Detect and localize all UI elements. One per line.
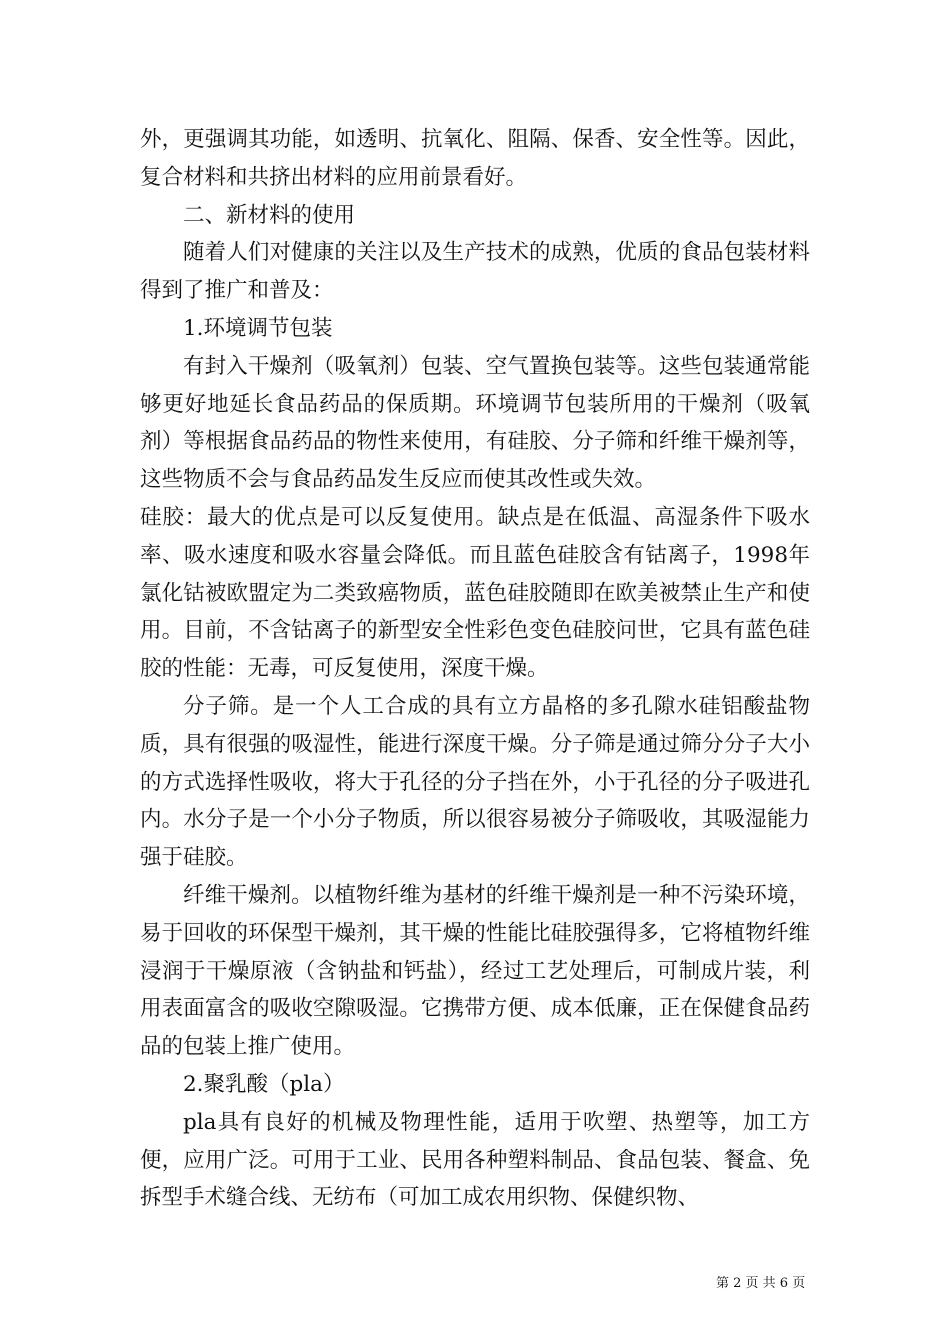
- paragraph-desiccant-packaging: 有封入干燥剂（吸氧剂）包装、空气置换包装等。这些包装通常能够更好地延长食品药品的保质期。环境调节包装所用的干燥剂（吸氧剂）等根据食品药品的物性来使用，有硅胶、分子筛和纤维干燥剂等，这些物质不会与食品药品发生反应而使其改性或失效。: [140, 353, 810, 493]
- paragraph-materials-intro: 随着人们对健康的关注以及生产技术的成熟，优质的食品包装材料得到了推广和普及：: [140, 240, 810, 304]
- subheading-environment-packaging: 1.环境调节包装: [183, 315, 333, 341]
- section-heading-new-materials: 二、新材料的使用: [183, 202, 356, 228]
- paragraph-silica-gel: 硅胶：最大的优点是可以反复使用。缺点是在低温、高湿条件下吸水率、吸水速度和吸水容量会降低。而且蓝色硅胶含有钴离子，1998年氯化钴被欧盟定为二类致癌物质，蓝色硅胶随即在欧美被禁止生产和使用。目前，不含钴离子的新型安全性彩色变色硅胶问世，它具有蓝色硅胶的性能：无毒，可反复使用，深度干燥。: [140, 504, 810, 682]
- paragraph-intro-continuation: 外，更强调其功能，如透明、抗氧化、阻隔、保香、安全性等。因此，复合材料和共挤出材料的应用前景看好。: [140, 127, 810, 190]
- document-body: [140, 121, 810, 1217]
- paragraph-pla-properties: pla具有良好的机械及物理性能，适用于吹塑、热塑等，加工方便，应用广泛。可用于工业、民用各种塑料制品、食品包装、餐盒、免拆型手术缝合线、无纺布（可加工成农用织物、保健织物、: [140, 1109, 810, 1211]
- paragraph-molecular-sieve: 分子筛。是一个人工合成的具有立方晶格的多孔隙水硅铝酸盐物质，具有很强的吸湿性，能进行深度干燥。分子筛是通过筛分分子大小的方式选择性吸收，将大于孔径的分子挡在外，小于孔径的分子吸进孔内。水分子是一个小分子物质，所以很容易被分子筛吸收，其吸湿能力强于硅胶。: [140, 693, 810, 871]
- page-number-footer: 第 2 页 共 6 页: [716, 1276, 806, 1291]
- paragraph-fiber-desiccant: 纤维干燥剂。以植物纤维为基材的纤维干燥剂是一种不污染环境，易于回收的环保型干燥剂，其干燥的性能比硅胶强得多，它将植物纤维浸润于干燥原液（含钠盐和钙盐），经过工艺处理后，可制成片装，利用表面富含的吸收空隙吸湿。它携带方便、成本低廉，正在保健食品药品的包装上推广使用。: [140, 882, 810, 1060]
- subheading-polylactic-acid: 2.聚乳酸（pla）: [183, 1071, 345, 1097]
